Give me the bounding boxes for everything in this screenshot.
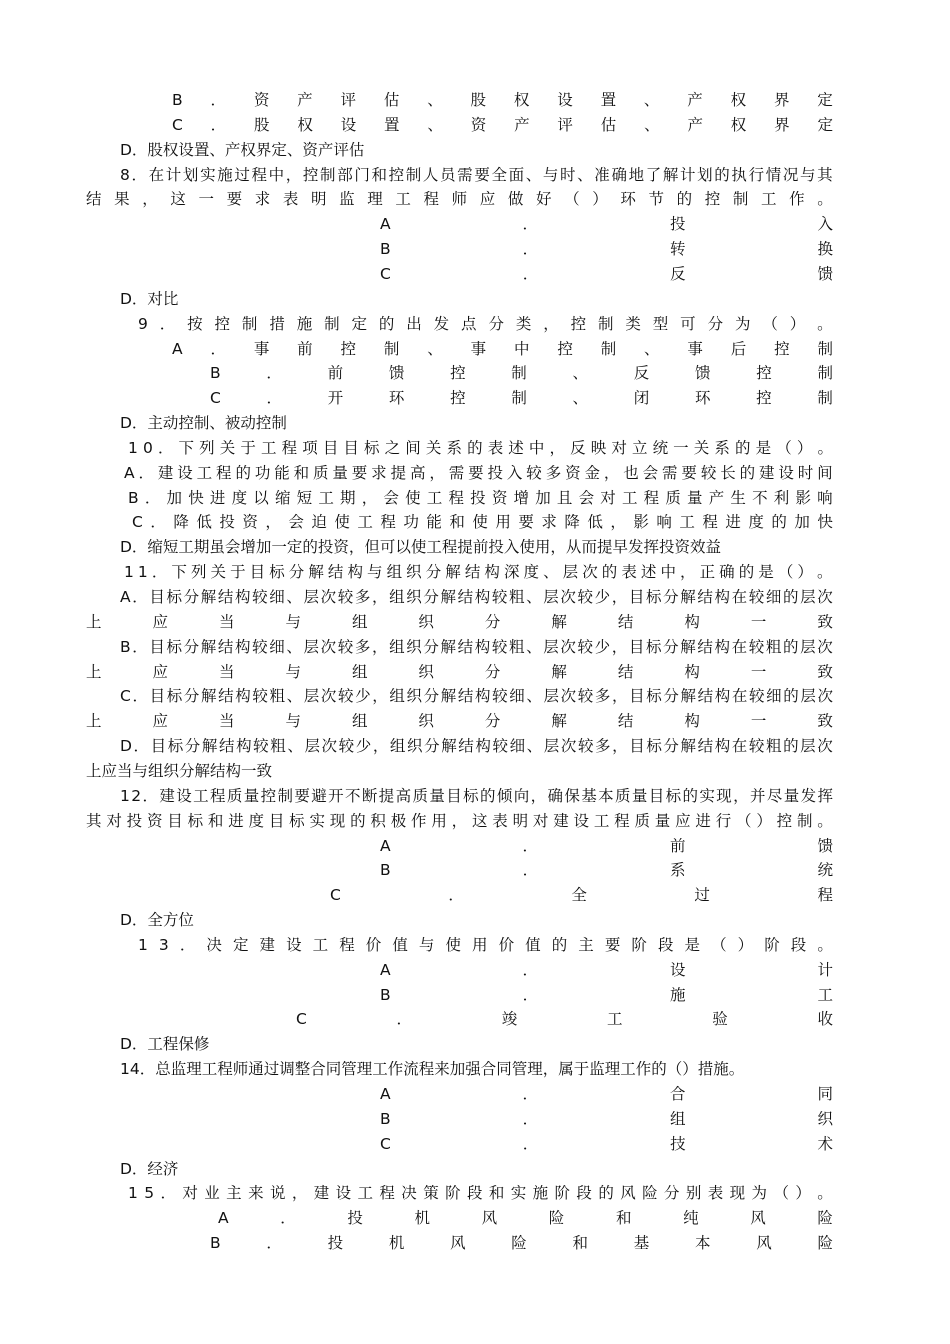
text-line: C ． 降 低 投 资 ， 会 迫 使 工 程 功 能 和 使 用 要 求 降 低 ， 影 响 工 程 进 度 的 加 快 — [132, 513, 833, 532]
text-line: D．经济 — [120, 1159, 179, 1178]
text-line: A ． 目 标 分 解 结 构 较 细 、 层 次 较 多 ， 组 织 分 解 结 构 较 粗 、 层 次 较 少 ， 目 标 分 解 结 构 在 较 细 的 层 次 — [120, 588, 833, 606]
text-line: B ． 前 馈 控 制 、 反 馈 控 制 — [210, 364, 833, 383]
text-line: C ． 全 过 程 — [330, 886, 833, 905]
text-line: B ． 组 织 — [380, 1109, 833, 1128]
text-line: A ． 设 计 — [380, 960, 833, 979]
text-line: 1 2 ． 建 设 工 程 质 量 控 制 要 避 开 不 断 提 高 质 量 目 标 的 倾 向 ， 确 保 基 本 质 量 目 标 的 实 现 ， 并 尽 量 发 挥 — [120, 786, 833, 805]
text-line: C ． 目 标 分 解 结 构 较 粗 、 层 次 较 少 ， 组 织 分 解 结 构 较 细 、 层 次 较 多 ， 目 标 分 解 结 构 在 较 细 的 层 次 — [120, 687, 833, 706]
text-line: A ． 合 同 — [380, 1085, 833, 1103]
text-line: D．缩短工期虽会增加一定的投资，但可以使工程提前投入使用，从而提早发挥投资效益 — [120, 538, 721, 557]
text-line: 上 应 当 与 组 织 分 解 结 构 一 致 — [86, 612, 833, 631]
text-line: A ． 投 入 — [380, 215, 833, 234]
text-line: D．主动控制、被动控制 — [120, 414, 287, 433]
text-line: 1 3 ． 决 定 建 设 工 程 价 值 与 使 用 价 值 的 主 要 阶 段 是 （ ） 阶 段 。 — [138, 935, 833, 954]
text-line: A ． 事 前 控 制 、 事 中 控 制 、 事 后 控 制 — [172, 339, 833, 358]
text-line: B ． 加 快 进 度 以 缩 短 工 期 ， 会 使 工 程 投 资 增 加 且 会 对 工 程 质 量 产 生 不 利 影 响 — [128, 488, 833, 507]
text-line: D．对比 — [120, 289, 179, 308]
text-line: C ． 反 馈 — [380, 264, 833, 283]
text-line: A ． 投 机 风 险 和 纯 风 险 — [218, 1209, 833, 1228]
text-line: C ． 技 术 — [380, 1134, 833, 1153]
text-line: C ． 开 环 控 制 、 闭 环 控 制 — [210, 389, 833, 408]
text-line: A ． 前 馈 — [380, 836, 833, 855]
text-line: B ． 资 产 评 估 、 股 权 设 置 、 产 权 界 定 — [172, 91, 833, 109]
text-line: 结 果 ， 这 一 要 求 表 明 监 理 工 程 师 应 做 好 （ ） 环 节 的 控 制 工 作 。 — [86, 190, 833, 209]
text-line: 14．总监理工程师通过调整合同管理工作流程来加强合同管理，属于监理工作的（）措施。 — [120, 1060, 745, 1079]
text-line: C ． 竣 工 验 收 — [296, 1010, 833, 1029]
text-line: D ． 目 标 分 解 结 构 较 粗 、 层 次 较 少 ， 组 织 分 解 结 构 较 细 、 层 次 较 多 ， 目 标 分 解 结 构 在 较 粗 的 层 次 — [120, 737, 833, 756]
text-line: B ． 转 换 — [380, 240, 833, 259]
text-line: A ． 建 设 工 程 的 功 能 和 质 量 要 求 提 高 ， 需 要 投 入 较 多 资 金 ， 也 会 需 要 较 长 的 建 设 时 间 — [124, 463, 833, 482]
text-line: B ． 投 机 风 险 和 基 本 风 险 — [210, 1234, 833, 1253]
text-line: B ． 系 统 — [380, 861, 833, 880]
text-line: D．全方位 — [120, 911, 194, 930]
text-line: 8 ． 在 计 划 实 施 过 程 中 ， 控 制 部 门 和 控 制 人 员 需 要 全 面 、 与 时 、 准 确 地 了 解 计 划 的 执 行 情 况 与 其 — [120, 165, 833, 184]
text-line: 9 ． 按 控 制 措 施 制 定 的 出 发 点 分 类 ， 控 制 类 型 可 分 为 （ ） 。 — [138, 314, 833, 333]
text-line: 上 应 当 与 组 织 分 解 结 构 一 致 — [86, 662, 833, 681]
text-line: D．股权设置、产权界定、资产评估 — [120, 140, 365, 159]
text-line: 1 0 ． 下 列 关 于 工 程 项 目 目 标 之 间 关 系 的 表 述 中 ， 反 映 对 立 统 一 关 系 的 是 （ ） 。 — [128, 438, 833, 457]
text-line: B ． 施 工 — [380, 985, 833, 1004]
text-line: 其 对 投 资 目 标 和 进 度 目 标 实 现 的 积 极 作 用 ， 这 表 明 对 建 设 工 程 质 量 应 进 行 （ ） 控 制 。 — [86, 811, 833, 830]
text-line: 上应当与组织分解结构一致 — [86, 761, 273, 780]
text-line: 1 1 ． 下 列 关 于 目 标 分 解 结 构 与 组 织 分 解 结 构 深 度 、 层 次 的 表 述 中 ， 正 确 的 是 （ ） 。 — [124, 563, 833, 582]
text-line: 上 应 当 与 组 织 分 解 结 构 一 致 — [86, 712, 833, 731]
text-line: C ． 股 权 设 置 、 资 产 评 估 、 产 权 界 定 — [172, 115, 833, 134]
text-line: B ． 目 标 分 解 结 构 较 细 、 层 次 较 多 ， 组 织 分 解 结 构 较 粗 、 层 次 较 少 ， 目 标 分 解 结 构 在 较 粗 的 层 次 — [120, 637, 833, 656]
text-line: 1 5 ． 对 业 主 来 说 ， 建 设 工 程 决 策 阶 段 和 实 施 阶 段 的 风 险 分 别 表 现 为 （ ） 。 — [128, 1184, 833, 1203]
text-line: D．工程保修 — [120, 1035, 210, 1054]
